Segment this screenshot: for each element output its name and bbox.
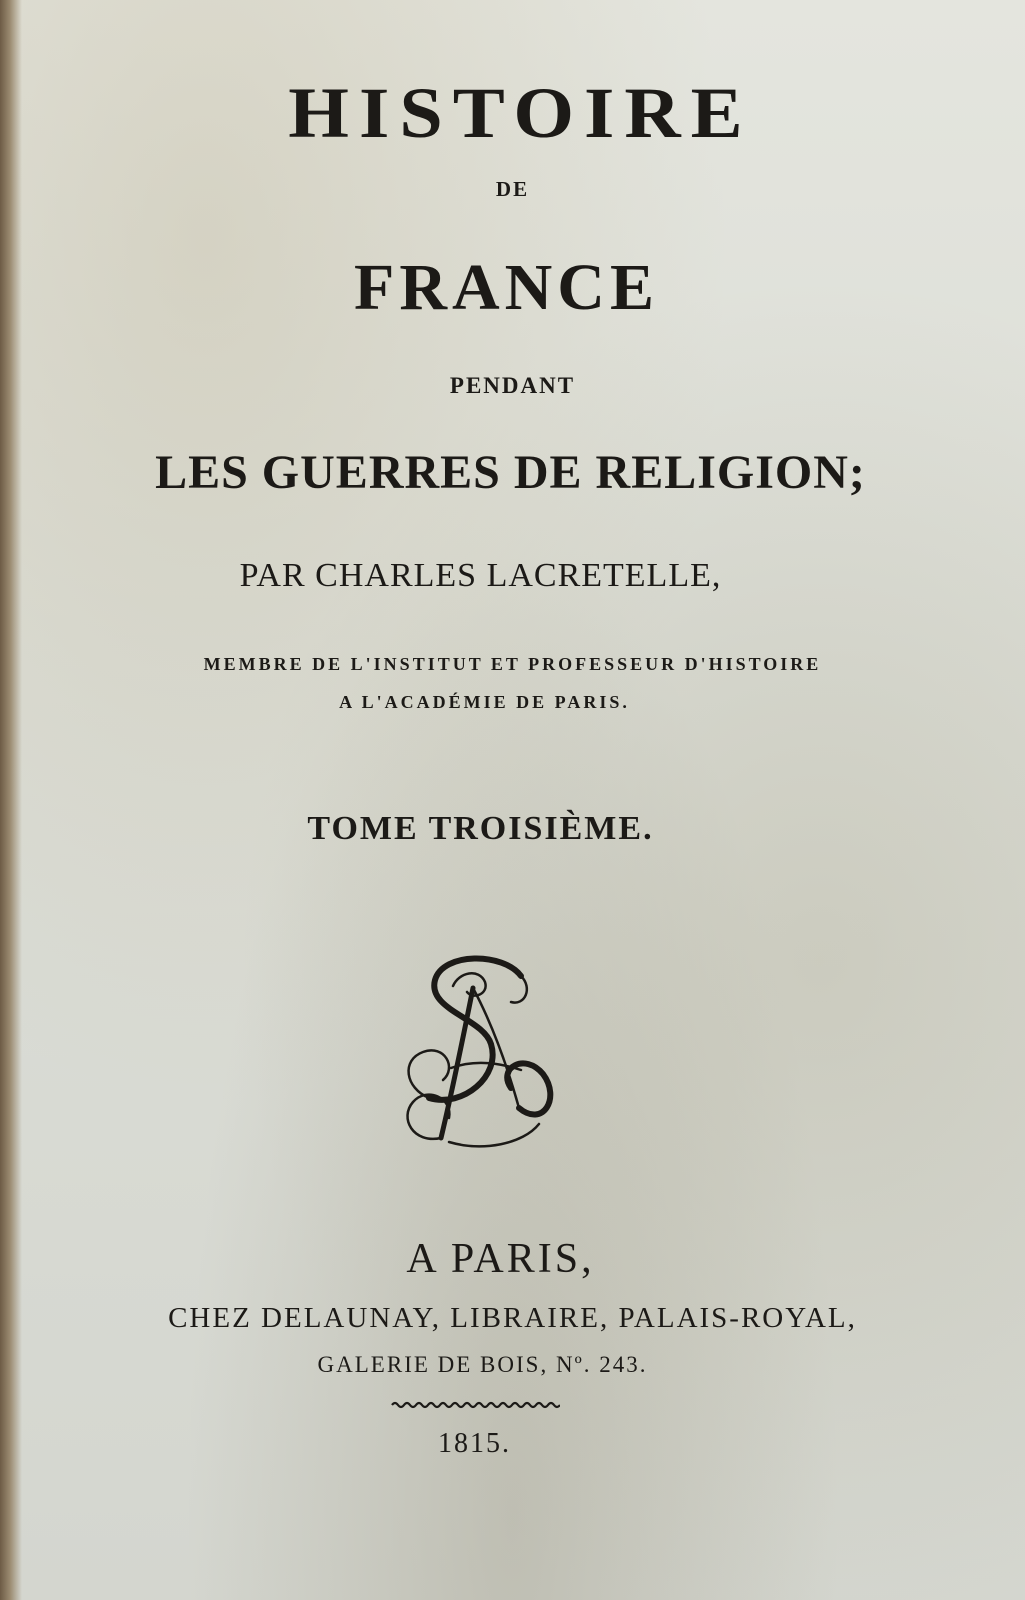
monogram-icon xyxy=(393,948,563,1153)
title-france: FRANCE xyxy=(354,251,659,324)
title-pendant: PENDANT xyxy=(449,373,576,398)
imprint-publisher: CHEZ DELAUNAY, LIBRAIRE, PALAIS-ROYAL, xyxy=(168,1302,857,1334)
volume-line: TOME TROISIÈME. xyxy=(307,810,654,847)
wavy-rule-icon xyxy=(390,1400,560,1410)
author-credentials-line-1: MEMBRE DE L'INSTITUT ET PROFESSEUR D'HISTOIRE xyxy=(203,654,822,674)
author-credentials-line-2: A L'ACADÉMIE DE PARIS. xyxy=(339,692,630,712)
publication-year: 1815. xyxy=(438,1428,511,1459)
title-de: DE xyxy=(495,177,530,201)
title-histoire: HISTOIRE xyxy=(288,72,753,153)
imprint-city: A PARIS, xyxy=(406,1236,595,1282)
imprint-address: GALERIE DE BOIS, Nº. 243. xyxy=(317,1352,648,1377)
title-guerres-de-religion: LES GUERRES DE RELIGION; xyxy=(155,446,866,499)
author-line: PAR CHARLES LACRETELLE, xyxy=(239,557,722,594)
